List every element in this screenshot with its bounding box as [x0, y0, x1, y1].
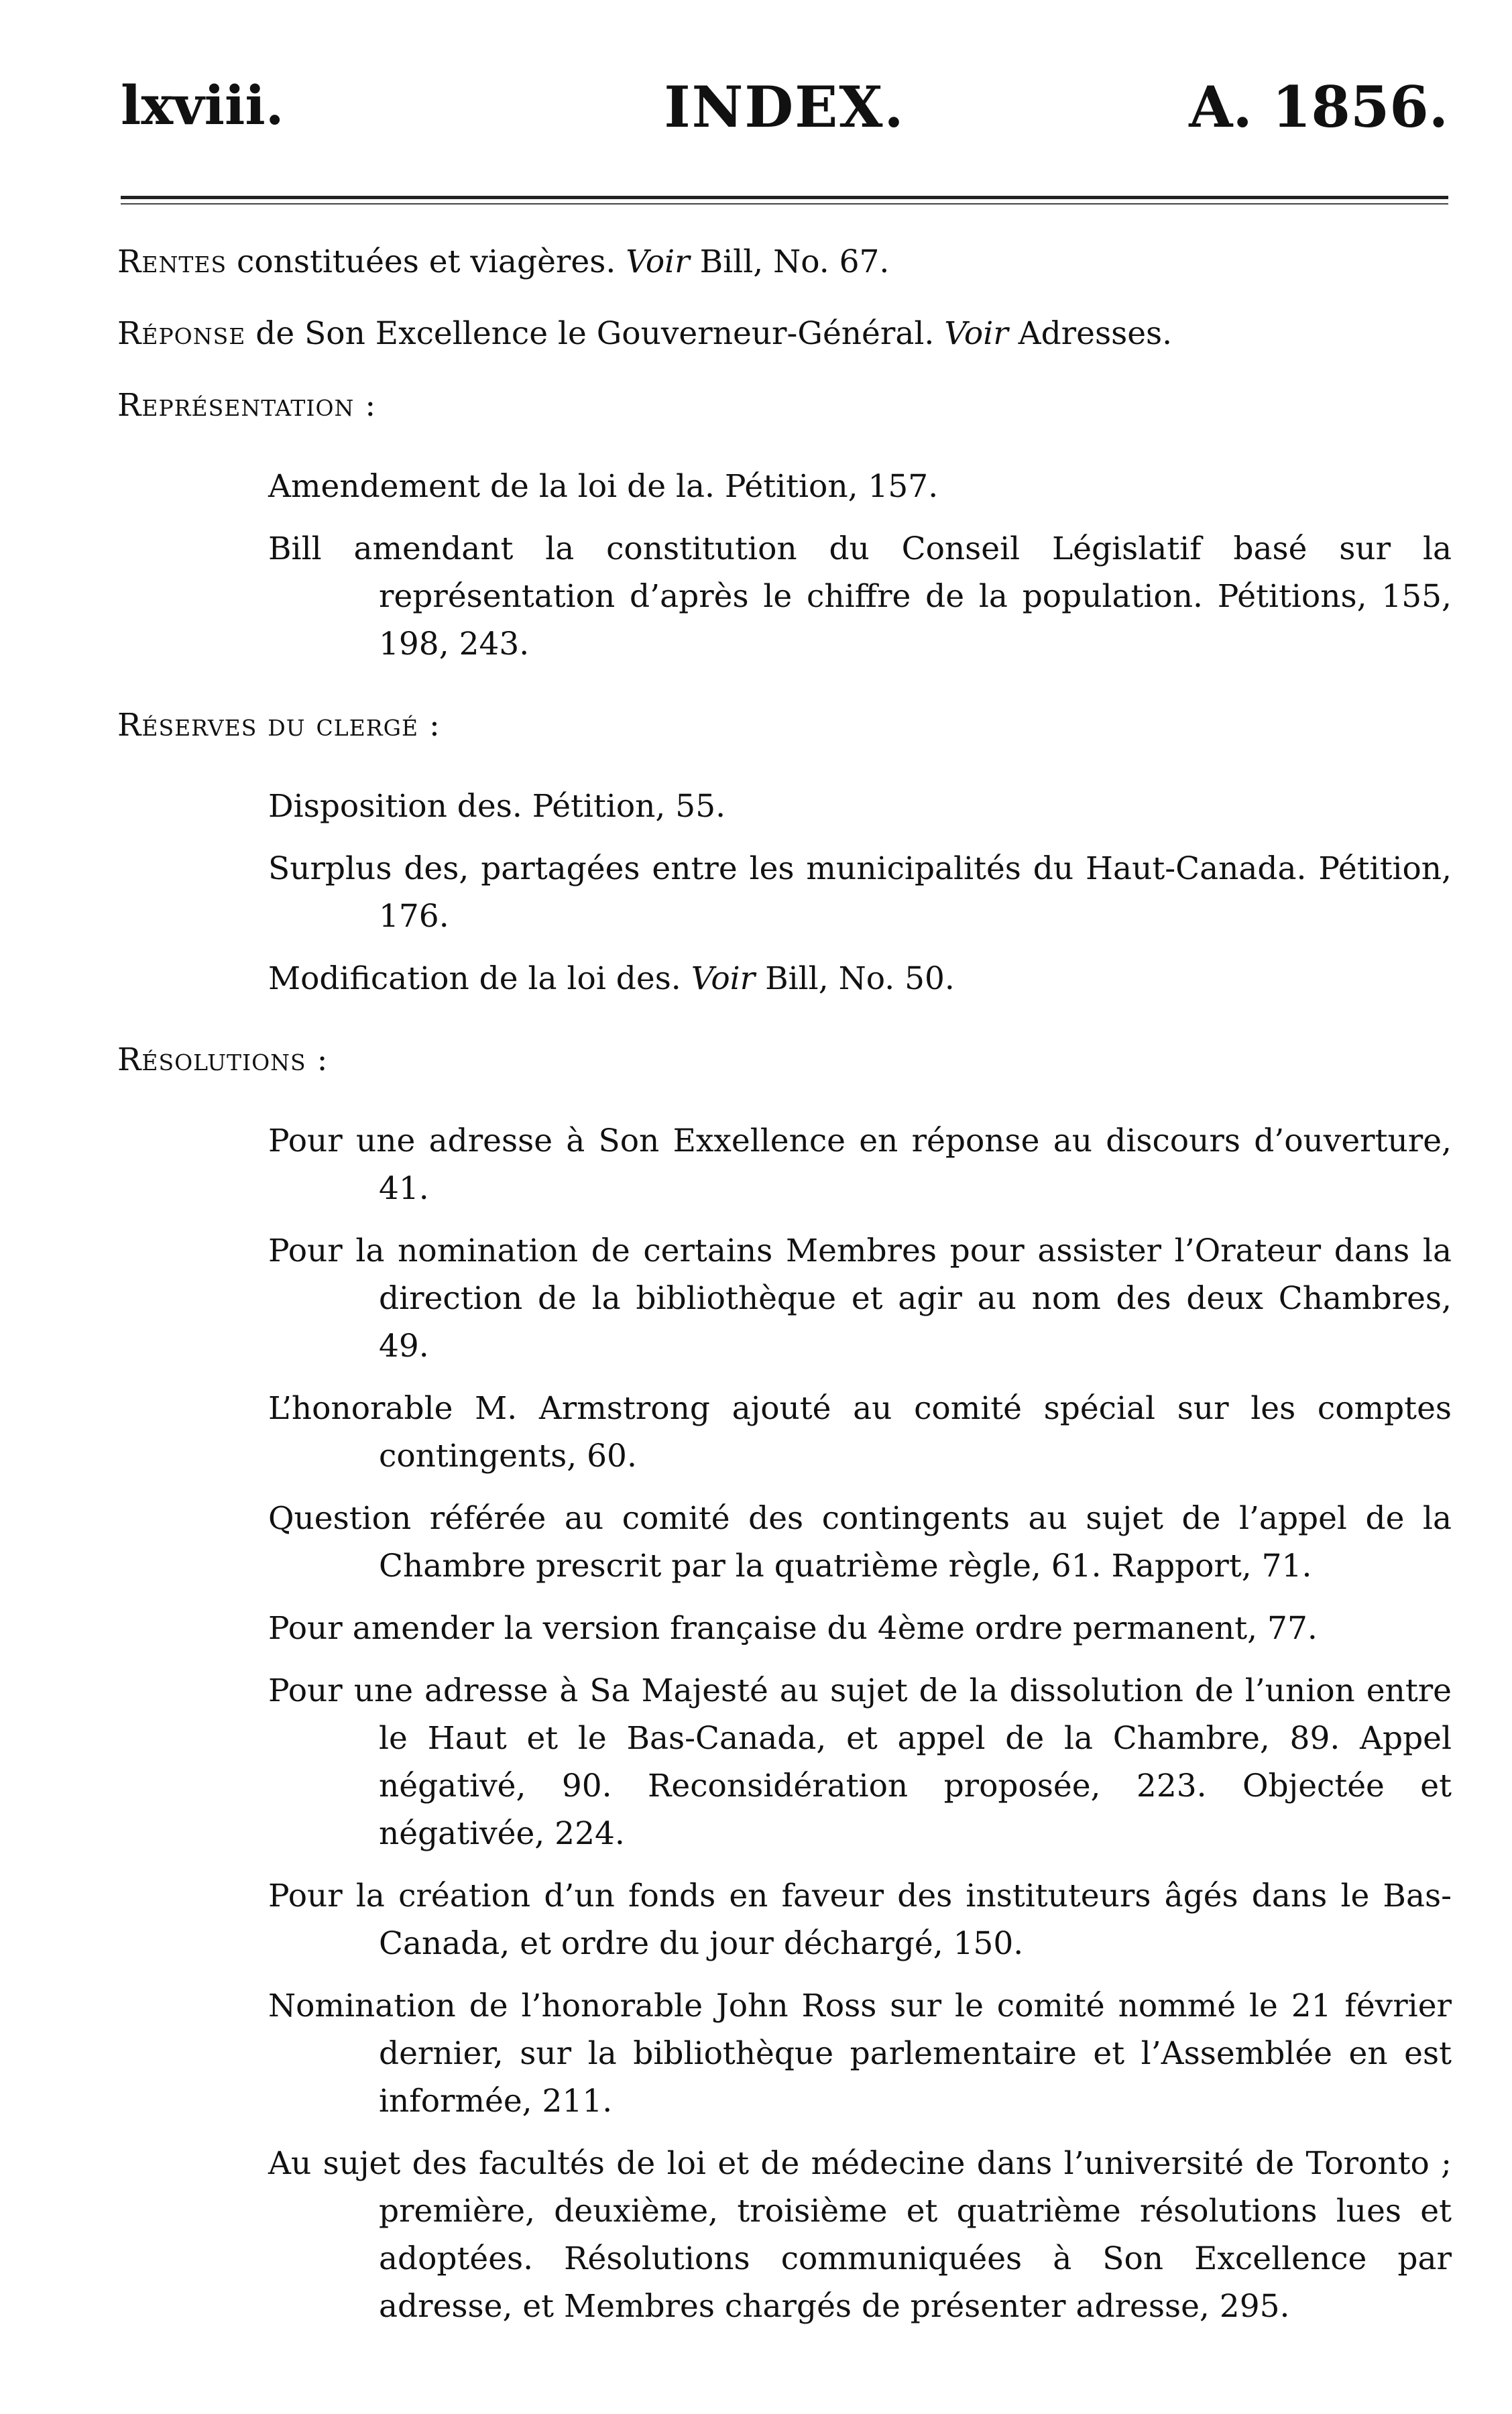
sub-entry: Pour la nomination de certains Membres pour assister l’Orateur dans la direction de la bibliothèque et agir au nom des deux Chambres, 49.: [268, 1232, 1452, 1365]
index-body: [117, 238, 1452, 2345]
sub-entry: Bill amendant la constitution du Conseil Législatif basé sur la représentation d’après le chiffre de la population. Pétitions, 155, 198, 243.: [268, 530, 1452, 663]
entry-reference: Bill, No. 50.: [755, 960, 955, 997]
index-entry-rentes: [117, 238, 1452, 286]
sub-entry: Question référée au comité des contingents au sujet de l’appel de la Chambre prescrit par la quatrième règle, 61. Rapport, 71.: [268, 1500, 1452, 1585]
sub-entry: Pour une adresse à Son Exxellence en réponse au discours d’ouverture, 41.: [268, 1123, 1452, 1207]
index-entry-reserves-du-clerge: [117, 701, 1452, 749]
index-title: INDEX.: [664, 74, 905, 140]
page-number: lxviii.: [121, 74, 284, 137]
voir-reference: Voir: [626, 243, 690, 280]
sub-entry: Pour une adresse à Sa Majesté au sujet de la dissolution de l’union entre le Haut et le Bas-Canada, et appel de la Chambre, 89. Appel négativé, 90. Reconsidération proposée, 223. Objectée et négativée, 224.: [268, 1672, 1452, 1852]
entry-reference: Adresses.: [1008, 315, 1173, 352]
index-entry-representation: [117, 382, 1452, 429]
entry-heading: Réserves du clergé :: [117, 707, 441, 744]
entry-heading: Représentation :: [117, 387, 377, 424]
entry-heading: Rentes: [117, 243, 227, 280]
voir-reference: Voir: [944, 315, 1008, 352]
entry-heading: Résolutions :: [117, 1041, 329, 1078]
header-rule-thick: [121, 196, 1448, 199]
entry-text: de Son Excellence le Gouverneur-Général.: [245, 315, 945, 352]
sub-entry: L’honorable M. Armstrong ajouté au comité spécial sur les comptes contingents, 60.: [268, 1390, 1452, 1475]
sub-entry: Nomination de l’honorable John Ross sur le comité nommé le 21 février dernier, sur la bibliothèque parlementaire et l’Assemblée en est informée, 211.: [268, 1988, 1452, 2120]
entry-text: Modification de la loi des.: [268, 960, 691, 997]
voir-reference: Voir: [691, 960, 756, 997]
sub-entry: Surplus des, partagées entre les municipalités du Haut-Canada. Pétition, 176.: [268, 850, 1452, 935]
entry-reference: Bill, No. 67.: [689, 243, 890, 280]
sub-entry: Amendement de la loi de la. Pétition, 157.: [268, 468, 939, 505]
index-entry-resolutions: [117, 1036, 1452, 1084]
running-header: [121, 74, 1448, 154]
sub-entry: Au sujet des facultés de loi et de médecine dans l’université de Toronto ; première, deuxième, troisième et quatrième résolutions lues et adoptées. Résolutions communiquées à Son Excellence par adresse, et Membres chargés de présenter adresse, 295.: [268, 2145, 1452, 2325]
sub-entry: Pour la création d’un fonds en faveur des instituteurs âgés dans le Bas-Canada, et ordre du jour déchargé, 150.: [268, 1878, 1452, 1962]
header-rule-thin: [121, 203, 1448, 205]
sub-entry: Pour amender la version française du 4ème ordre permanent, 77.: [268, 1610, 1318, 1647]
entry-heading: Réponse: [117, 315, 246, 352]
index-entry-reponse: [117, 310, 1452, 357]
sub-entry: Disposition des. Pétition, 55.: [268, 788, 726, 825]
sub-entry: [117, 955, 1452, 1002]
year-label: A. 1856.: [1189, 74, 1448, 140]
entry-text: constituées et viagères.: [227, 243, 626, 280]
